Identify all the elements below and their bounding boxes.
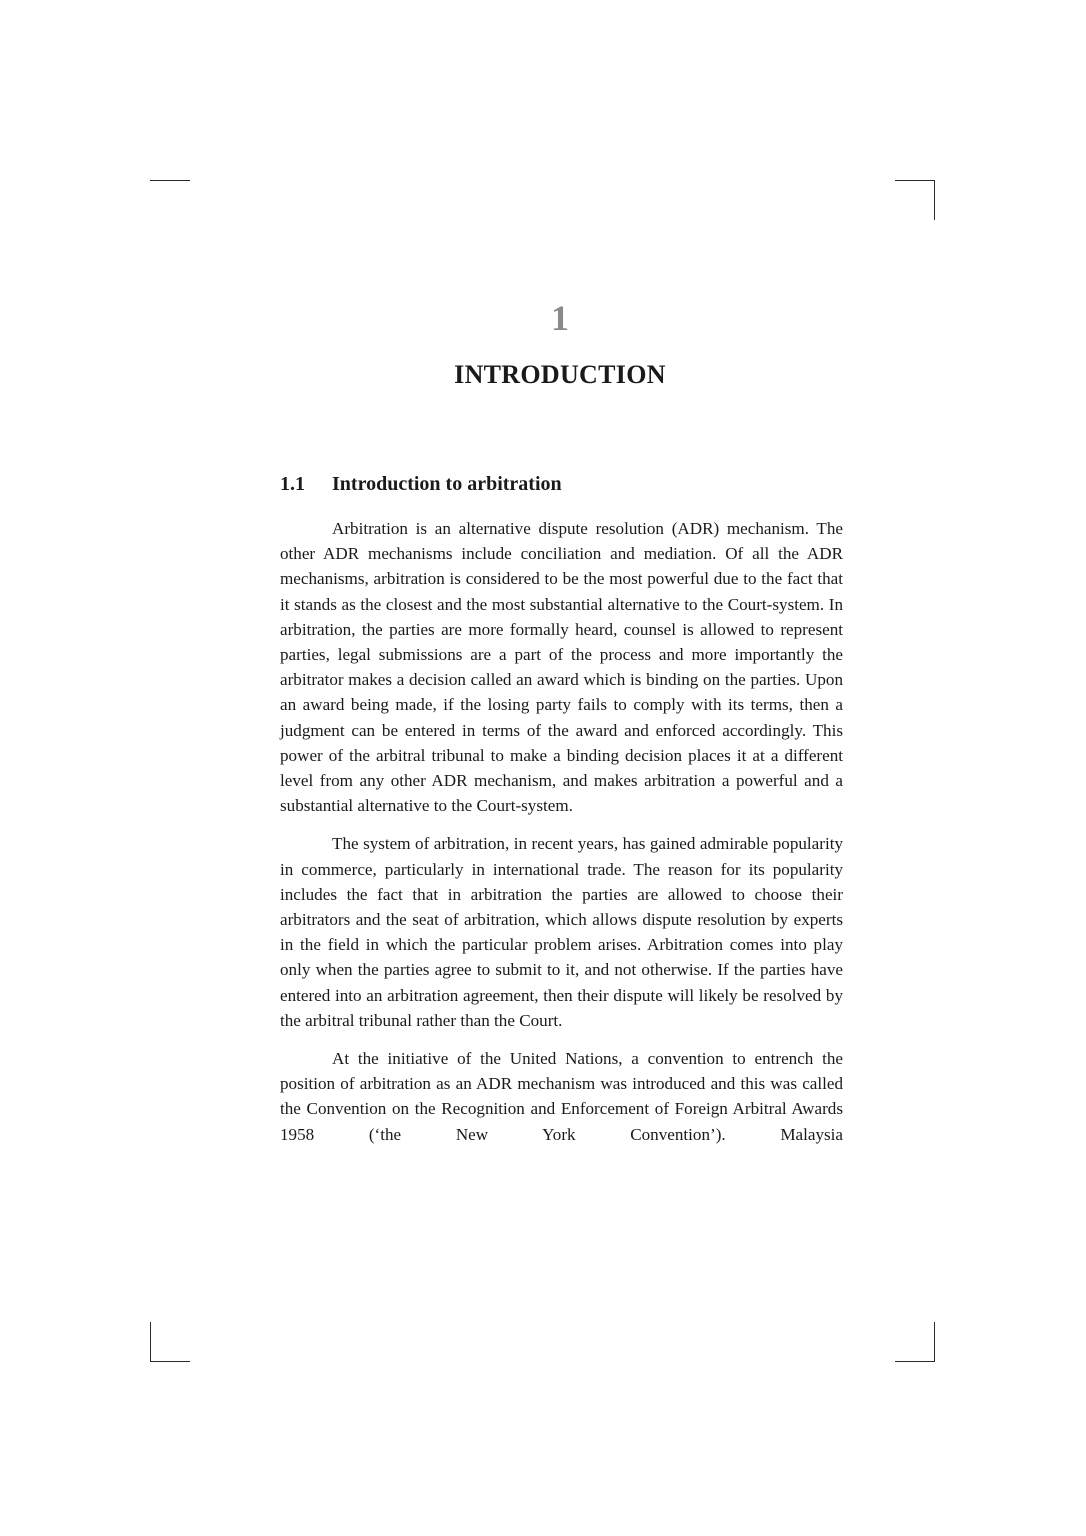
- crop-mark-bottom-left-horizontal: [150, 1361, 190, 1362]
- crop-mark-top-right-horizontal: [895, 180, 935, 181]
- chapter-number: 1: [551, 298, 569, 338]
- body-text: [280, 516, 843, 1160]
- crop-mark-bottom-left-vertical: [150, 1322, 151, 1362]
- crop-mark-bottom-right-horizontal: [895, 1361, 935, 1362]
- crop-mark-bottom-right-vertical: [934, 1322, 935, 1362]
- section-number: 1.1: [280, 473, 305, 495]
- crop-mark-top-left: [150, 180, 190, 181]
- section-title: Introduction to arbitration: [332, 473, 562, 495]
- section-heading: [280, 474, 562, 494]
- chapter-title: INTRODUCTION: [454, 360, 666, 389]
- paragraph: The system of arbitration, in recent years, has gained admirable popularity in commerce, particularly in international trade. The reason for its popularity includes the fact that in arbitration the parties are allowed to choose their arbitrators and the seat of arbitration, which allows dispute resolution by experts in the field in which the particular problem arises. Arbitration comes into play only when the parties agree to submit to it, and not otherwise. If the parties have entered into an arbitration agreement, then their dispute will likely be resolved by the arbitral tribunal rather than the Court.: [280, 834, 843, 1030]
- paragraph: At the initiative of the United Nations, a convention to entrench the position of arbitration as an ADR mechanism was introduced and this was called the Convention on the Recognition and Enforcement of Foreign Arbitral Awards 1958 (‘the New York Convention’). Malaysia: [280, 1049, 843, 1144]
- crop-mark-top-right-vertical: [934, 180, 935, 220]
- paragraph: Arbitration is an alternative dispute resolution (ADR) mechanism. The other ADR mechanisms include conciliation and mediation. Of all the ADR mechanisms, arbitration is considered to be the most powerful due to the fact that it stands as the closest and the most substantial alternative to the Court-system. In arbitration, the parties are more formally heard, counsel is allowed to represent parties, legal submissions are a part of the process and more importantly the arbitrator makes a decision called an award which is binding on the parties. Upon an award being made, if the losing party fails to comply with its terms, then a judgment can be entered in terms of the award and enforced accordingly. This power of the arbitral tribunal to make a binding decision places it at a different level from any other ADR mechanism, and makes arbitration a powerful and a substantial alternative to the Court-system.: [280, 519, 843, 816]
